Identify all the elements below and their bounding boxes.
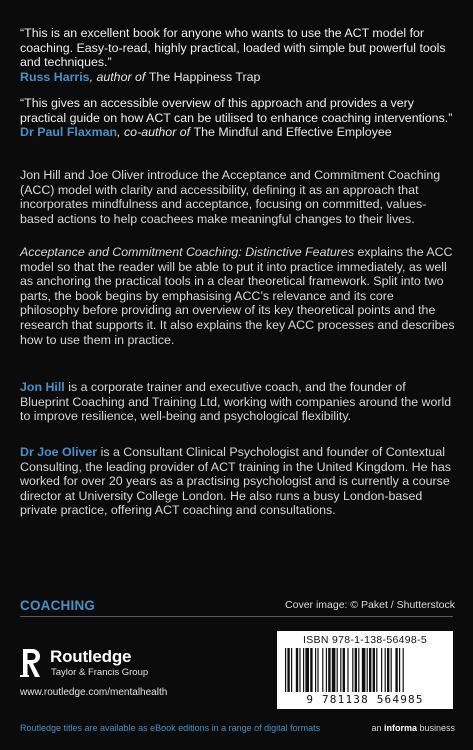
author-bio-jon-hill <box>20 380 456 424</box>
barcode-bar <box>328 648 330 692</box>
barcode-bar <box>305 648 309 692</box>
author-name: Dr Joe Oliver <box>20 445 98 459</box>
barcode-bar <box>352 648 353 692</box>
informa-prefix: an <box>371 723 384 733</box>
barcode-bar <box>385 648 386 692</box>
endorser-name: Dr Paul Flaxman <box>20 125 118 140</box>
informa-suffix: business <box>416 723 455 733</box>
description-text <box>20 245 456 347</box>
publisher-url[interactable]: www.routledge.com/mentalhealth <box>20 687 168 698</box>
endorsement-quote-1 <box>20 26 456 84</box>
ebook-note: Routledge titles are available as eBook editions in a range of digital formats <box>20 723 321 733</box>
endorser-name: Russ Harris <box>20 69 90 84</box>
barcode-bar <box>373 648 375 692</box>
barcode-bar <box>369 648 371 692</box>
bio-text <box>20 445 456 518</box>
barcode-bar <box>367 648 368 692</box>
barcode-bar <box>355 648 357 692</box>
barcode-icon <box>283 648 447 692</box>
barcode-bar <box>332 648 336 692</box>
barcode-bar <box>399 648 400 692</box>
bio-body: is a Consultant Clinical Psychologist and founder of Contextual Consulting, the leading provider of ACT training in the United Kingdom. He has worked for over 20 years as a practising psychologist and is currently a course director at University College London. He also runs a busy London-based private practice, offering ACT coaching and consultations. <box>20 445 451 518</box>
book-intro <box>20 168 456 226</box>
endorser-work: The Happiness Trap <box>148 69 261 84</box>
barcode-bar <box>296 648 298 692</box>
author-bio-joe-oliver <box>20 445 456 518</box>
endorser-work: The Mindful and Effective Employee <box>193 125 392 140</box>
barcode-bar <box>362 648 366 692</box>
barcode-bar <box>285 648 286 692</box>
isbn-number: ISBN 978-1-138-56498-5 <box>303 634 427 646</box>
barcode-bar <box>343 648 345 692</box>
divider <box>20 616 453 617</box>
barcode-bar <box>376 648 377 692</box>
barcode-bar <box>340 648 341 692</box>
category-label: COACHING <box>20 598 96 613</box>
barcode-bar <box>303 648 304 692</box>
barcode-bar <box>317 648 318 692</box>
barcode-bar <box>403 648 404 692</box>
bio-text <box>20 380 456 424</box>
barcode-bar <box>326 648 327 692</box>
informa-business-note <box>371 723 455 733</box>
endorsement-quote-2 <box>20 96 456 140</box>
cover-image-credit: Cover image: © Paket / Shutterstock <box>285 599 455 611</box>
intro-text: Jon Hill and Joe Oliver introduce the Acceptance and Commitment Coaching (ACC) model with clarity and accessibility, defining it as an approach that incorporates mindfulness and acceptance, focusing on committed, values-based actions to help coachees make meaningful changes to their lives. <box>20 168 441 226</box>
barcode-bar <box>358 648 359 692</box>
quote-attribution <box>20 70 456 85</box>
barcode-digits: 9 781138 564985 <box>306 693 424 706</box>
quote-attribution <box>20 125 456 140</box>
barcode-bar <box>315 648 316 692</box>
endorser-role: , co-author of <box>117 125 194 140</box>
barcode-bar <box>291 648 292 692</box>
barcode-bar <box>381 648 382 692</box>
book-description <box>20 245 456 347</box>
publisher-block <box>20 645 250 715</box>
informa-brand: informa <box>383 723 417 733</box>
quote-text: “This is an excellent book for anyone who wants to use the ACT model for coaching. Easy-to-read, highly practical, loaded with simple but powerful tools and techniques.” <box>20 26 446 70</box>
barcode-bar <box>387 648 389 692</box>
isbn-barcode <box>277 631 453 709</box>
barcode-bar <box>391 648 392 692</box>
barcode-bar <box>322 648 323 692</box>
book-title-italic: Acceptance and Commitment Coaching: Distinctive Features <box>20 245 355 259</box>
bio-body: is a corporate trainer and executive coach, and the founder of Blueprint Coaching and Training Ltd, working with companies around the world to improve resilience, well-being and psychological flexibility. <box>20 380 452 424</box>
author-name: Jon Hill <box>20 380 65 394</box>
quote-text: “This gives an accessible overview of this approach and provides a very practical guide on how ACT can be utilised to enhance coaching interventions.” <box>20 96 453 125</box>
publisher-name: Routledge <box>50 647 132 666</box>
barcode-bar <box>337 648 338 692</box>
barcode-bar <box>347 648 348 692</box>
barcode-bar <box>395 648 397 692</box>
endorser-role: , author of <box>89 69 149 84</box>
barcode-bar <box>287 648 289 692</box>
barcode-bar <box>299 648 300 692</box>
publisher-group: Taylor & Francis Group <box>51 667 149 678</box>
barcode-bar <box>310 648 312 692</box>
description-body: explains the ACC model so that the reader will be able to put it into practice immediately, as well as anchoring the practical tools in a clear theoretical framework. Split into two parts, the book begins by emphasising ACC’s relevance and its core philosophy before providing an overview of its key theoretical points and the research that supports it. It also explains the key ACC processes and describes how to use them in practice. <box>20 245 455 347</box>
routledge-r-logo-icon <box>20 647 42 679</box>
